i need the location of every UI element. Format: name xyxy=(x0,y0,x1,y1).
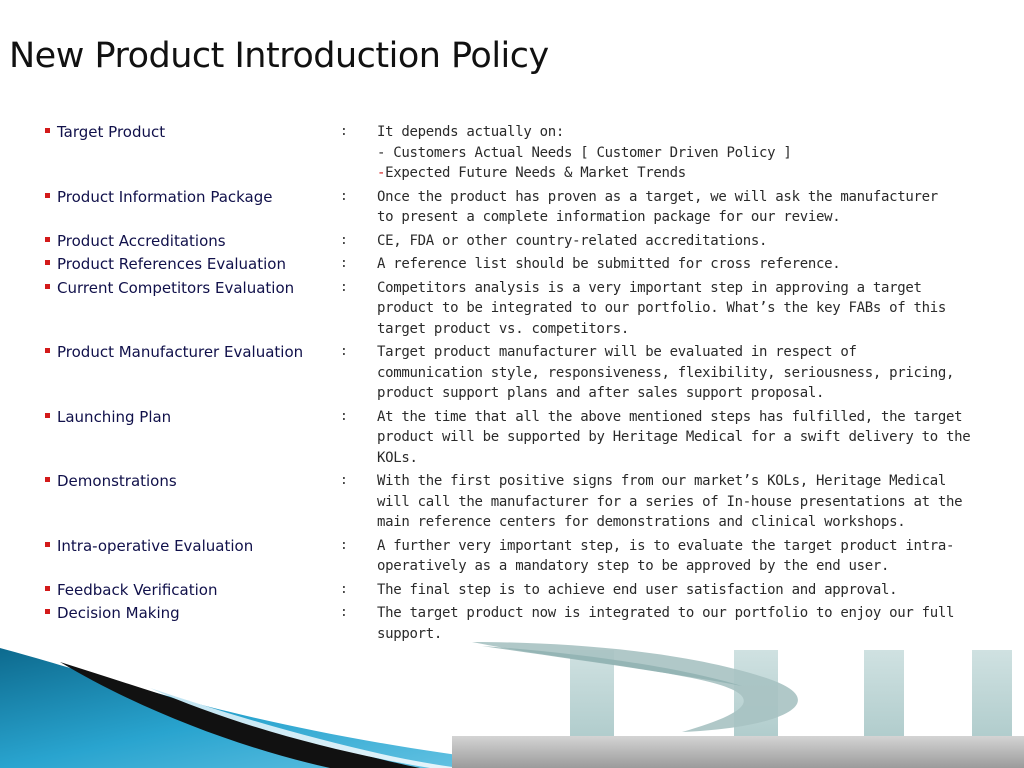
description-line: A further very important step, is to evaluate the target product intra- xyxy=(377,537,955,554)
description-line: CE, FDA or other country-related accreditations. xyxy=(377,232,768,249)
description-line: The final step is to achieve end user satisfaction and approval. xyxy=(377,581,898,598)
policy-row xyxy=(44,342,984,404)
separator: : xyxy=(340,605,348,620)
policy-row xyxy=(44,580,984,601)
policy-row xyxy=(44,187,984,228)
square-bullet-icon xyxy=(44,407,57,427)
square-bullet-icon xyxy=(44,187,57,207)
description-line: It depends actually on: xyxy=(377,124,564,140)
square-bullet-icon xyxy=(44,122,57,142)
policy-label: Decision Making xyxy=(57,604,180,622)
separator: : xyxy=(340,537,348,553)
description-line: With the first positive signs from our market’s KOLs, Heritage Medical xyxy=(377,473,947,489)
policy-label: Feedback Verification xyxy=(57,580,218,599)
separator: : xyxy=(340,232,348,248)
description-line: A reference list should be submitted for cross reference. xyxy=(377,256,841,272)
slide-title: New Product Introduction Policy xyxy=(9,36,549,76)
description-line: communication style, responsiveness, flexibility, seriousness, pricing, xyxy=(377,364,955,381)
description-line: target product vs. competitors. xyxy=(377,320,629,337)
description-line: Once the product has proven as a target, we will ask the manufacturer xyxy=(377,188,938,205)
policy-label: Launching Plan xyxy=(57,407,172,426)
policy-row xyxy=(44,122,984,184)
policy-label: Product Manufacturer Evaluation xyxy=(57,343,304,361)
description-line: -Expected Future Needs & Market Trends xyxy=(377,165,686,181)
description-line: - Customers Actual Needs [ Customer Driven Policy ] xyxy=(377,144,792,161)
policy-label: Product Information Package xyxy=(57,187,273,206)
description-line: product will be supported by Heritage Medical for a swift delivery to the xyxy=(377,429,971,445)
separator: : xyxy=(340,124,348,139)
square-bullet-icon xyxy=(44,278,57,298)
square-bullet-icon xyxy=(44,603,57,623)
policy-description xyxy=(377,254,977,275)
policy-description xyxy=(377,536,977,577)
square-bullet-icon xyxy=(44,231,57,251)
policy-description xyxy=(377,122,977,184)
policy-label: Product Accreditations xyxy=(57,231,226,250)
description-line: to present a complete information package for our review. xyxy=(377,209,841,225)
separator: : xyxy=(340,256,348,271)
policy-description xyxy=(377,580,977,601)
policy-row xyxy=(44,231,984,252)
policy-description xyxy=(377,187,977,228)
square-bullet-icon xyxy=(44,254,57,274)
policy-description xyxy=(377,471,977,533)
policy-list xyxy=(44,122,984,647)
policy-row xyxy=(44,278,984,340)
separator: : xyxy=(340,344,348,359)
policy-label: Target Product xyxy=(57,123,166,141)
policy-row xyxy=(44,471,984,533)
policy-label: Demonstrations xyxy=(57,472,177,490)
separator: : xyxy=(340,473,348,488)
description-line: product support plans and after sales support proposal. xyxy=(377,385,825,401)
square-bullet-icon xyxy=(44,342,57,362)
square-bullet-icon xyxy=(44,536,57,556)
description-line: Competitors analysis is a very important step in approving a target xyxy=(377,279,922,296)
square-bullet-icon xyxy=(44,471,57,491)
dash-marker: - xyxy=(377,165,386,181)
description-line: At the time that all the above mentioned steps has fulfilled, the target xyxy=(377,408,963,425)
hm-logo-watermark xyxy=(452,632,1024,768)
description-line: product to be integrated to our portfolio. What’s the key FABs of this xyxy=(377,300,947,316)
description-line: support. xyxy=(377,625,443,642)
policy-label: Current Competitors Evaluation xyxy=(57,278,295,297)
description-line: operatively as a mandatory step to be approved by the end user. xyxy=(377,558,890,574)
policy-row xyxy=(44,254,984,275)
policy-description xyxy=(377,278,977,340)
description-line: Target product manufacturer will be evaluated in respect of xyxy=(377,344,857,360)
description-line: The target product now is integrated to our portfolio to enjoy our full xyxy=(377,605,955,621)
policy-description xyxy=(377,231,977,252)
policy-description xyxy=(377,342,977,404)
separator: : xyxy=(340,188,348,204)
description-line: will call the manufacturer for a series of In-house presentations at the xyxy=(377,493,963,510)
description-line: main reference centers for demonstrations and clinical workshops. xyxy=(377,514,906,530)
separator: : xyxy=(340,279,348,295)
policy-row xyxy=(44,536,984,577)
policy-description xyxy=(377,407,977,469)
description-line: KOLs. xyxy=(377,449,418,466)
policy-label: Intra-operative Evaluation xyxy=(57,536,254,555)
separator: : xyxy=(340,581,348,597)
policy-label: Product References Evaluation xyxy=(57,255,286,273)
square-bullet-icon xyxy=(44,580,57,600)
separator: : xyxy=(340,408,348,424)
policy-row xyxy=(44,407,984,469)
